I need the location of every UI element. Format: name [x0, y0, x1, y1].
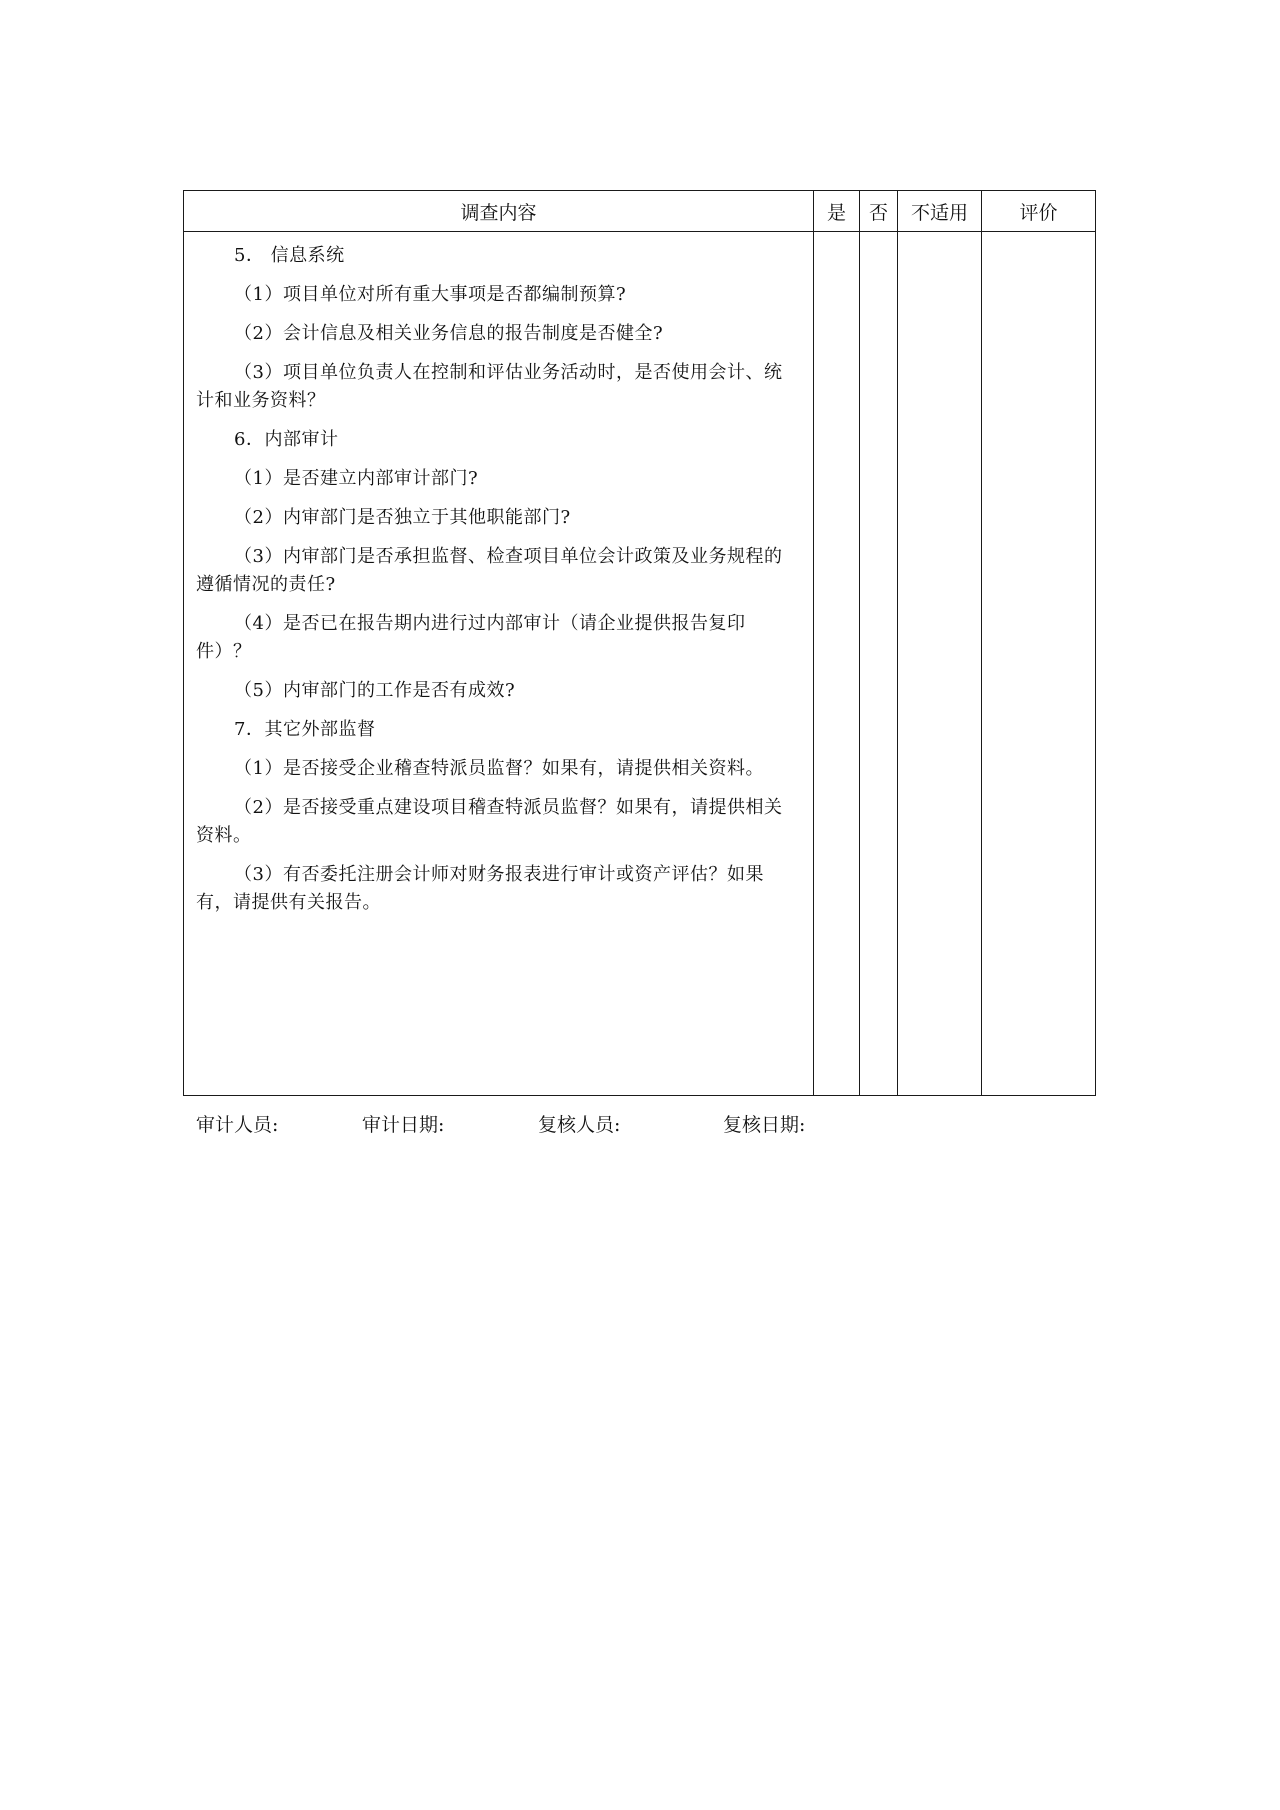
audit-date-label: 审计日期:	[362, 1114, 445, 1136]
section-heading-external-supervision: 7．其它外部监督	[234, 719, 376, 740]
list-item-continuation: 有，请提供有关报告。	[196, 892, 381, 913]
header-no: 否	[860, 191, 898, 232]
evaluation-cell[interactable]	[982, 232, 1096, 1096]
list-item-continuation: 计和业务资料？	[196, 390, 326, 411]
signature-footer	[196, 1110, 1096, 1140]
list-item: （2）是否接受重点建设项目稽查特派员监督？如果有，请提供相关	[234, 797, 783, 818]
header-content: 调查内容	[184, 191, 814, 232]
list-item: （1）项目单位对所有重大事项是否都编制预算?	[234, 284, 627, 305]
review-date-label: 复核日期:	[723, 1114, 806, 1136]
list-item: （1）是否建立内部审计部门?	[234, 468, 479, 489]
section-heading-info-system: 5． 信息系统	[234, 245, 345, 266]
list-item: （3）有否委托注册会计师对财务报表进行审计或资产评估？如果	[234, 864, 764, 885]
list-item-continuation: 件）？	[196, 641, 252, 662]
list-item-continuation: 资料。	[196, 825, 252, 846]
list-item: （5）内审部门的工作是否有成效?	[234, 680, 516, 701]
reviewer-label: 复核人员:	[538, 1114, 621, 1136]
not-applicable-cell[interactable]	[898, 232, 982, 1096]
no-cell[interactable]	[860, 232, 898, 1096]
list-item: （2）会计信息及相关业务信息的报告制度是否健全?	[234, 323, 664, 344]
list-item: （4）是否已在报告期内进行过内部审计（请企业提供报告复印	[234, 613, 746, 634]
list-item: （1）是否接受企业稽查特派员监督？如果有，请提供相关资料。	[234, 758, 764, 779]
yes-cell[interactable]	[814, 232, 860, 1096]
header-evaluation: 评价	[982, 191, 1096, 232]
header-yes: 是	[814, 191, 860, 232]
list-item-continuation: 遵循情况的责任?	[196, 574, 336, 595]
table-body-row	[184, 232, 1096, 1096]
content-cell	[184, 232, 814, 1096]
auditor-label: 审计人员:	[196, 1114, 279, 1136]
survey-table	[183, 190, 1096, 1096]
list-item: （3）内审部门是否承担监督、检查项目单位会计政策及业务规程的	[234, 546, 783, 567]
section-heading-internal-audit: 6．内部审计	[234, 429, 339, 450]
list-item: （3）项目单位负责人在控制和评估业务活动时，是否使用会计、统	[234, 362, 783, 383]
table-header-row	[184, 191, 1096, 232]
list-item: （2）内审部门是否独立于其他职能部门?	[234, 507, 571, 528]
header-not-applicable: 不适用	[898, 191, 982, 232]
